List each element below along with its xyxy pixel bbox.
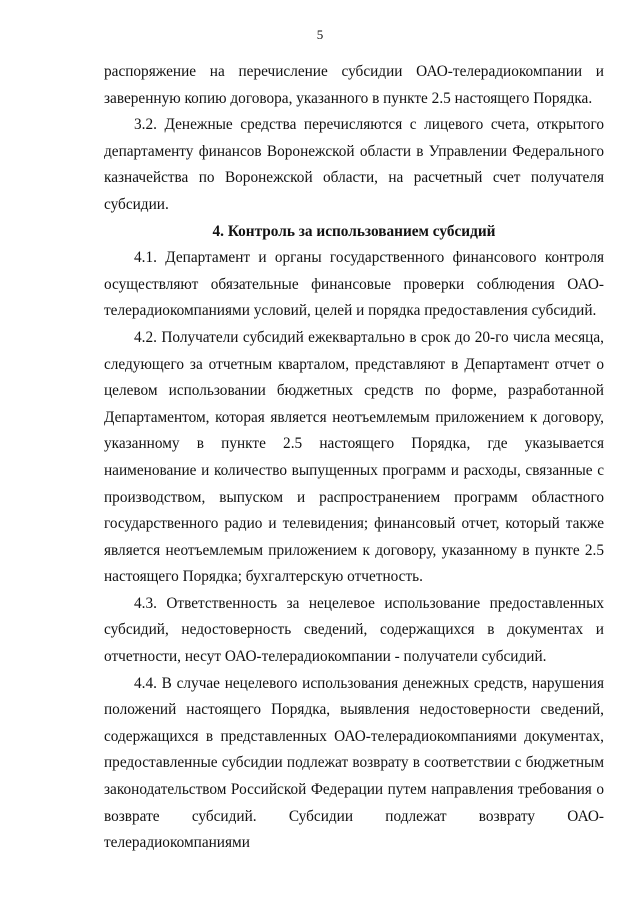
paragraph-4-3: 4.3. Ответственность за нецелевое использование предоставленных субсидий, недостоверность сведений, содержащихся в документах и отчетности, несут ОАО-телерадиокомпании - получатели субсидий. [104,594,604,666]
paragraph-4-4: 4.4. В случае нецелевого использования денежных средств, нарушения положений настоящего Порядка, выявления недостоверности сведений, содержащихся в представленных ОАО-телерадиокомпаниями документах, предоставленные субсидии подлежат возврату в соответствии с бюджетным законодательством Российской Федерации путем направления требования о возврате субсидий. Субсидии подлежат возврату ОАО-телерадиокомпаниями [104,674,604,852]
paragraph-4-2: 4.2. Получатели субсидий ежеквартально в срок до 20-го числа месяца, следующего за отчетным кварталом, представляют в Департамент отчет о целевом использовании бюджетных средств по форме, разработанной Департаментом, которая является неотъемлемым приложением к договору, указанному в пункте 2.5 настоящего Порядка, где указывается наименование и количество выпущенных программ и расходы, связанные с производством, выпуском и распространением программ областного государственного радио и телевидения; финансовый отчет, который также является неотъемлемым приложением к договору, указанному в пункте 2.5 настоящего Порядка; бухгалтерскую отчетность. [104,328,604,586]
section-heading-4: 4. Контроль за использованием субсидий [212,222,496,240]
document-body [104,59,604,857]
paragraph-continuation: распоряжение на перечисление субсидии ОАО-телерадиокомпании и заверенную копию договора, указанного в пункте 2.5 настоящего Порядка. [104,63,604,107]
paragraph-3-2: 3.2. Денежные средства перечисляются с лицевого счета, открытого департаменту финансов Воронежской области в Управлении Федерального казначейства по Воронежской области, на расчетный счет получателя субсидии. [104,116,604,213]
paragraph-4-1: 4.1. Департамент и органы государственного финансового контроля осуществляют обязательные финансовые проверки соблюдения ОАО-телерадиокомпаниями условий, целей и порядка предоставления субсидий. [104,249,604,320]
page-number: 5 [316,27,324,42]
